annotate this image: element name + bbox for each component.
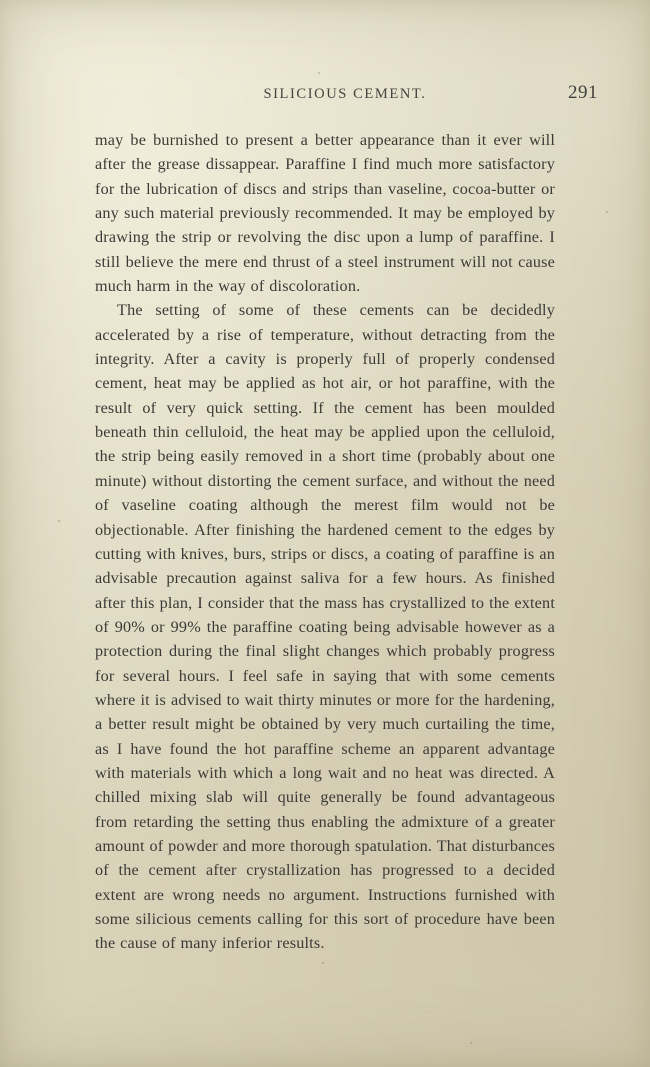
paper-speck <box>322 962 324 964</box>
paragraph: may be burnished to present a better appearance than it ever will after the grease dissappear. Paraffine I find much more satisfactory for the lubrication of discs and strips than vaseline, cocoa-butter or any such material previously recommended. It may be employed by drawing the strip or revolving the disc upon a lump of paraffine. I still believe the mere end thrust of a steel instrument will not cause much harm in the way of discoloration. <box>95 131 555 296</box>
paper-speck <box>318 72 320 74</box>
page-number: 291 <box>568 82 598 103</box>
running-title: SILICIOUS CEMENT. <box>263 86 427 102</box>
paper-speck <box>606 211 608 213</box>
body-text-block <box>95 128 555 956</box>
paper-speck <box>470 1042 472 1044</box>
paper-speck <box>58 520 60 522</box>
page-header <box>92 82 598 106</box>
paragraph: The setting of some of these cements can be decidedly accelerated by a rise of temperature, without detracting from the integrity. After a cavity is properly full of properly condensed cement, heat may be applied as hot air, or hot paraffine, with the result of very quick setting. If the cement has been moulded beneath thin celluloid, the heat may be applied upon the celluloid, the strip being easily removed in a short time (probably about one minute) without distorting the cement surface, and without the need of vaseline coating although the merest film would not be objectionable. After finishing the hardened cement to the edges by cutting with knives, burs, strips or discs, a coating of paraffine is an advisable precaution against saliva for a few hours. As finished after this plan, I consider that the mass has crystallized to the extent of 90% or 99% the paraffine coating being advisable however as a protection during the final slight changes which probably progress for several hours. I feel safe in saying that with some cements where it is advised to wait thirty minutes or more for the hardening, a better result might be obtained by very much curtailing the time, as I have found the hot paraffine scheme an apparent advantage with materials with which a long wait and no heat was directed. A chilled mixing slab will quite generally be found advantageous from retarding the setting thus enabling the admixture of a greater amount of powder and more thorough spatulation. That disturbances of the cement after crystallization has progressed to a decided extent are wrong needs no argument. Instructions furnished with some silicious cements calling for this sort of procedure have been the cause of many inferior results. <box>95 301 555 953</box>
